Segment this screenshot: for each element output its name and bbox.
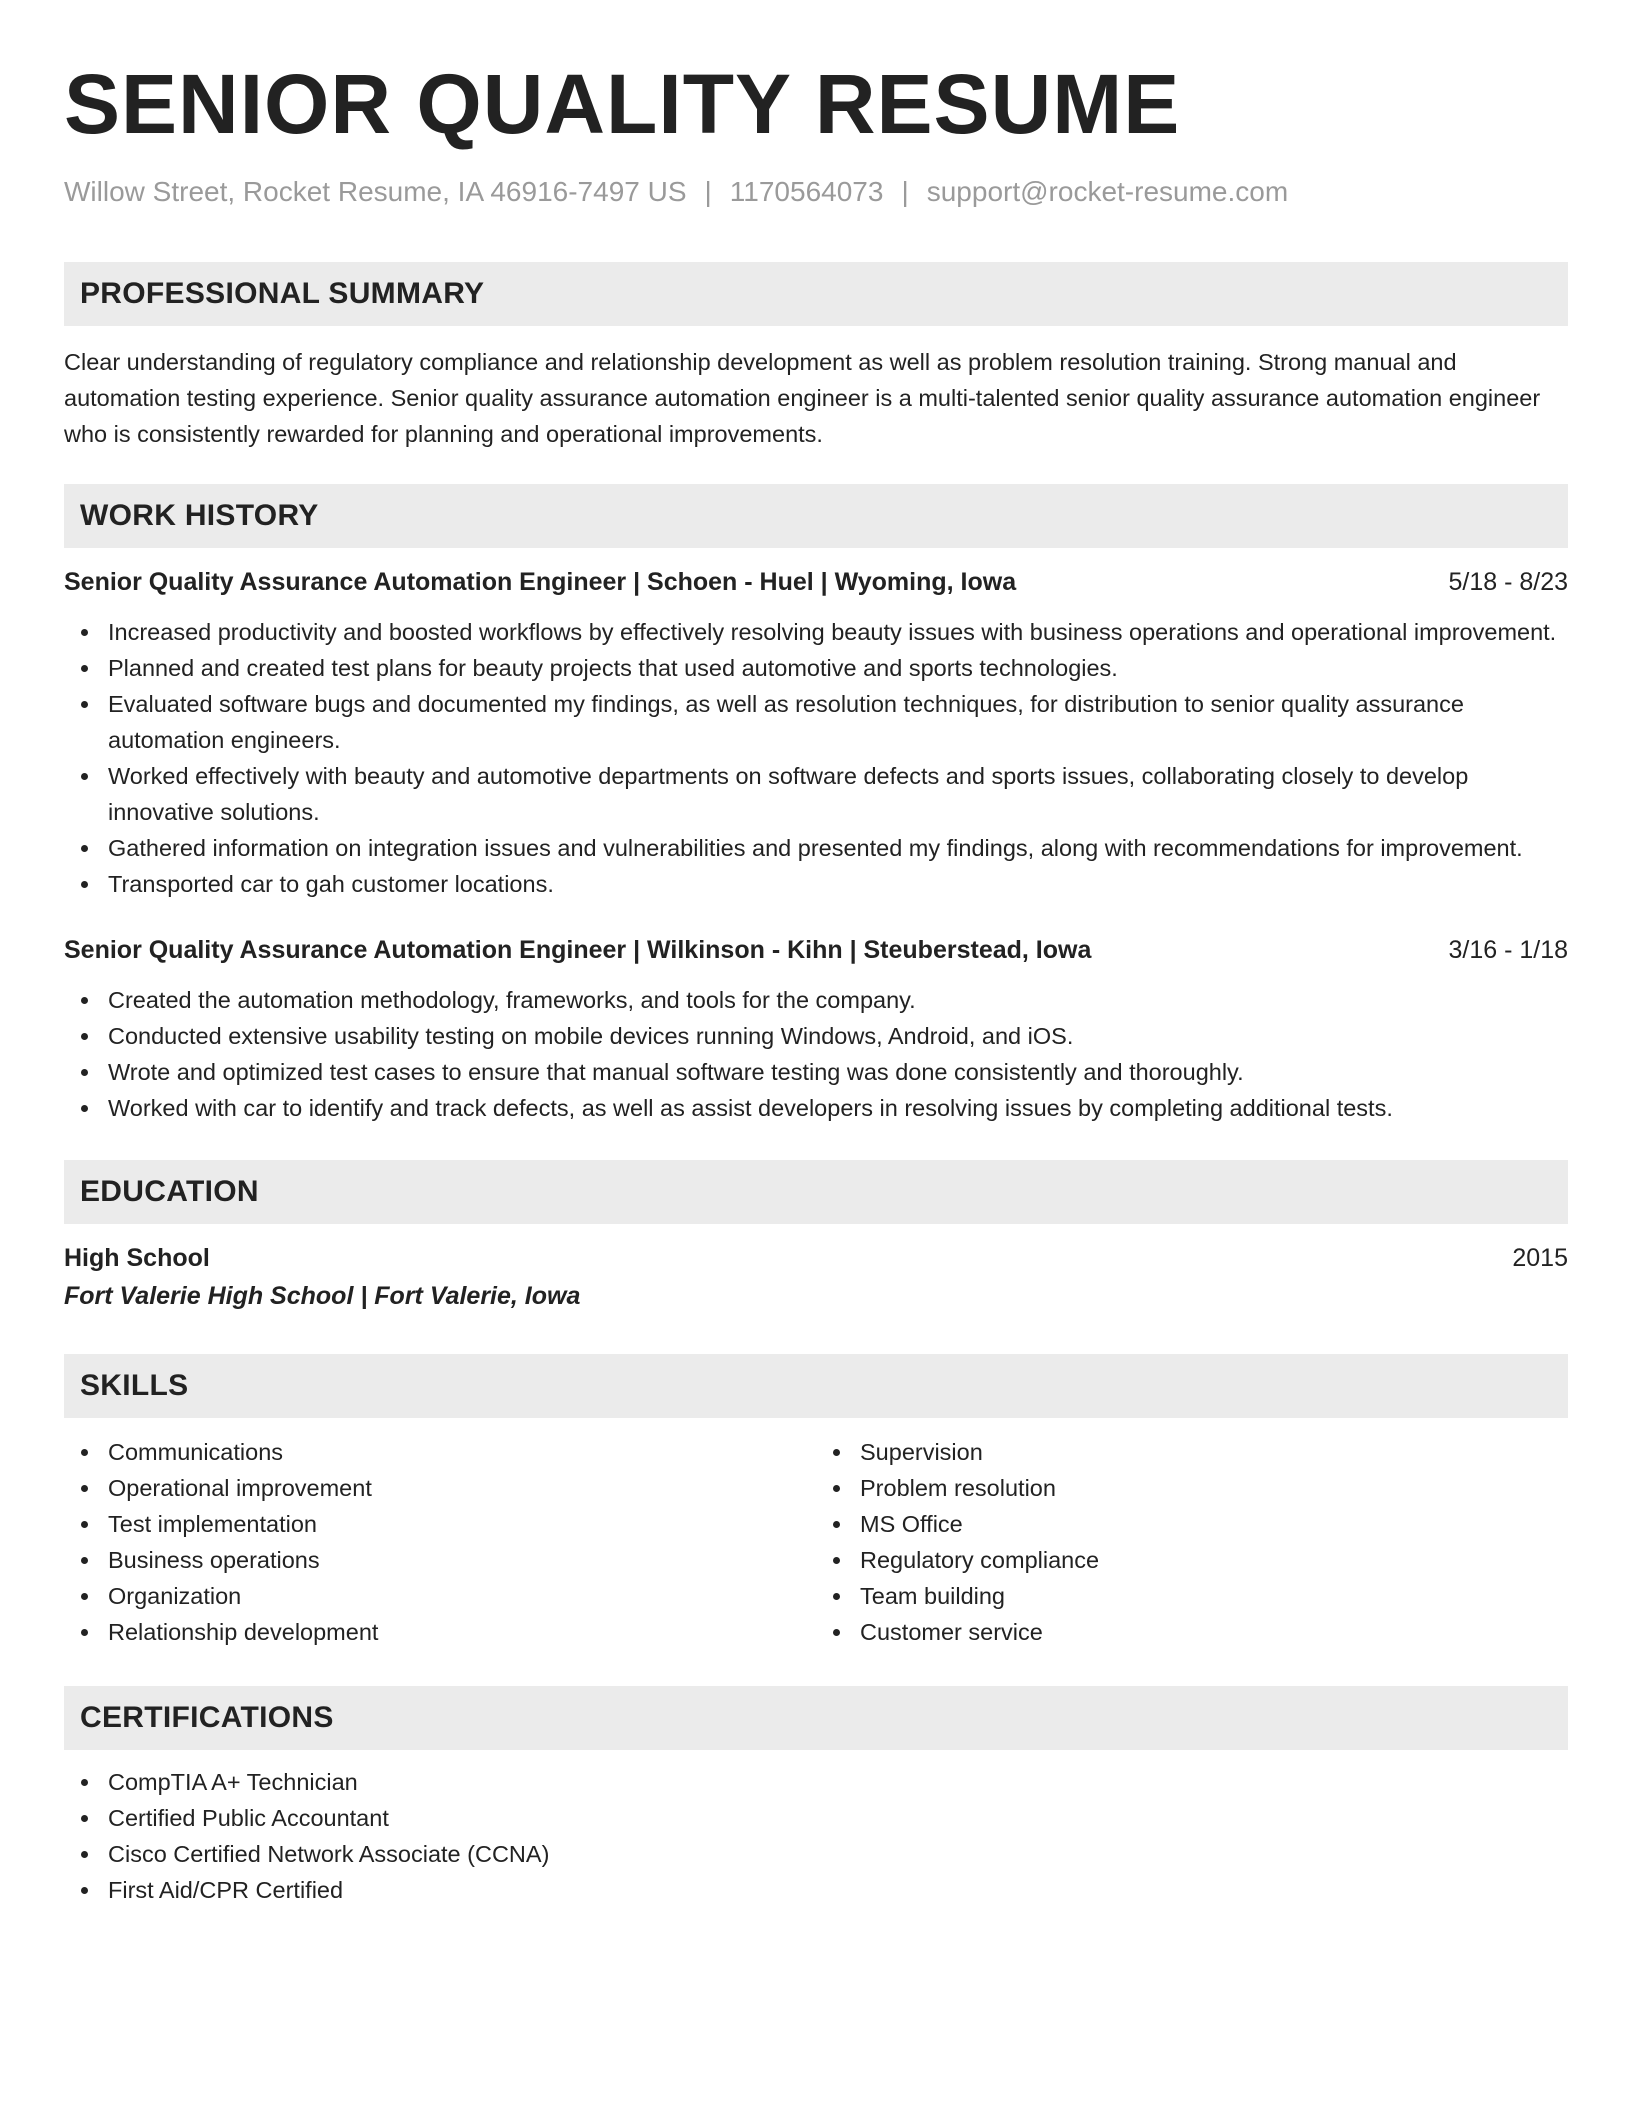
job-title: Senior Quality Assurance Automation Engineer | Wilkinson - Kihn | Steuberstead, Iowa xyxy=(64,936,1092,964)
job-bullet: Evaluated software bugs and documented my findings, as well as resolution techniques, for distribution to senior quality assurance automation engineers. xyxy=(108,686,1568,758)
skill-item: Supervision xyxy=(860,1434,1568,1470)
skills-grid xyxy=(64,1434,1568,1650)
job-bullet: Planned and created test plans for beauty projects that used automotive and sports technologies. xyxy=(108,650,1568,686)
contact-email: support@rocket-resume.com xyxy=(926,176,1289,207)
skill-item: Business operations xyxy=(108,1542,816,1578)
job-bullet: Conducted extensive usability testing on mobile devices running Windows, Android, and iOS. xyxy=(108,1018,1568,1054)
job-bullet: Worked effectively with beauty and automotive departments on software defects and sports issues, collaborating closely to develop innovative solutions. xyxy=(108,758,1568,830)
job-bullet: Transported car to gah customer locations. xyxy=(108,866,1568,902)
education-heading xyxy=(64,1240,1568,1276)
section-header-work-history: WORK HISTORY xyxy=(64,484,1568,548)
skill-item: Relationship development xyxy=(108,1614,816,1650)
job-bullet: Wrote and optimized test cases to ensure that manual software testing was done consistently and thoroughly. xyxy=(108,1054,1568,1090)
resume-title: SENIOR QUALITY RESUME xyxy=(64,57,1181,151)
certification-item: CompTIA A+ Technician xyxy=(108,1764,1568,1800)
job-bullet: Created the automation methodology, frameworks, and tools for the company. xyxy=(108,982,1568,1018)
education-year: 2015 xyxy=(1512,1244,1568,1272)
contact-phone: 1170564073 xyxy=(729,176,884,207)
skill-item: Problem resolution xyxy=(860,1470,1568,1506)
job-heading xyxy=(64,932,1568,968)
contact-address: Willow Street, Rocket Resume, IA 46916-7497 US xyxy=(64,176,687,207)
job-bullet-list xyxy=(64,982,1568,1126)
skill-item: Communications xyxy=(108,1434,816,1470)
job-heading xyxy=(64,564,1568,600)
contact-separator: | xyxy=(704,176,712,207)
education-degree: High School xyxy=(64,1244,210,1272)
certification-item: Certified Public Accountant xyxy=(108,1800,1568,1836)
skill-item: Regulatory compliance xyxy=(860,1542,1568,1578)
summary-text: Clear understanding of regulatory compliance and relationship development as well as problem resolution training. Strong manual and automation testing experience. Senior quality assurance automation engineer is a multi-talented senior quality assurance automation engineer who is consistently rewarded for planning and operational improvements. xyxy=(64,349,1541,447)
certification-item: First Aid/CPR Certified xyxy=(108,1872,1568,1908)
job-bullet-list xyxy=(64,614,1568,902)
section-header-skills: SKILLS xyxy=(64,1354,1568,1418)
job-title: Senior Quality Assurance Automation Engineer | Schoen - Huel | Wyoming, Iowa xyxy=(64,568,1017,596)
skill-item: Test implementation xyxy=(108,1506,816,1542)
skill-item: Organization xyxy=(108,1578,816,1614)
skills-list-right xyxy=(816,1434,1568,1650)
section-header-certifications: CERTIFICATIONS xyxy=(64,1686,1568,1750)
skill-item: Operational improvement xyxy=(108,1470,816,1506)
job-dates: 5/18 - 8/23 xyxy=(1448,568,1568,596)
certification-item: Cisco Certified Network Associate (CCNA) xyxy=(108,1836,1568,1872)
certifications-list xyxy=(64,1764,1568,1908)
contact-line xyxy=(64,174,1568,210)
skill-item: Team building xyxy=(860,1578,1568,1614)
section-header-education: EDUCATION xyxy=(64,1160,1568,1224)
contact-separator: | xyxy=(901,176,909,207)
job-bullet: Increased productivity and boosted workflows by effectively resolving beauty issues with business operations and operational improvement. xyxy=(108,614,1568,650)
job-bullet: Gathered information on integration issues and vulnerabilities and presented my findings, along with recommendations for improvement. xyxy=(108,830,1568,866)
section-header-summary: PROFESSIONAL SUMMARY xyxy=(64,262,1568,326)
skills-list-left xyxy=(64,1434,816,1650)
job-dates: 3/16 - 1/18 xyxy=(1448,936,1568,964)
education-school: Fort Valerie High School | Fort Valerie, Iowa xyxy=(64,1282,581,1310)
skill-item: Customer service xyxy=(860,1614,1568,1650)
job-bullet: Worked with car to identify and track defects, as well as assist developers in resolving issues by completing additional tests. xyxy=(108,1090,1568,1126)
skill-item: MS Office xyxy=(860,1506,1568,1542)
